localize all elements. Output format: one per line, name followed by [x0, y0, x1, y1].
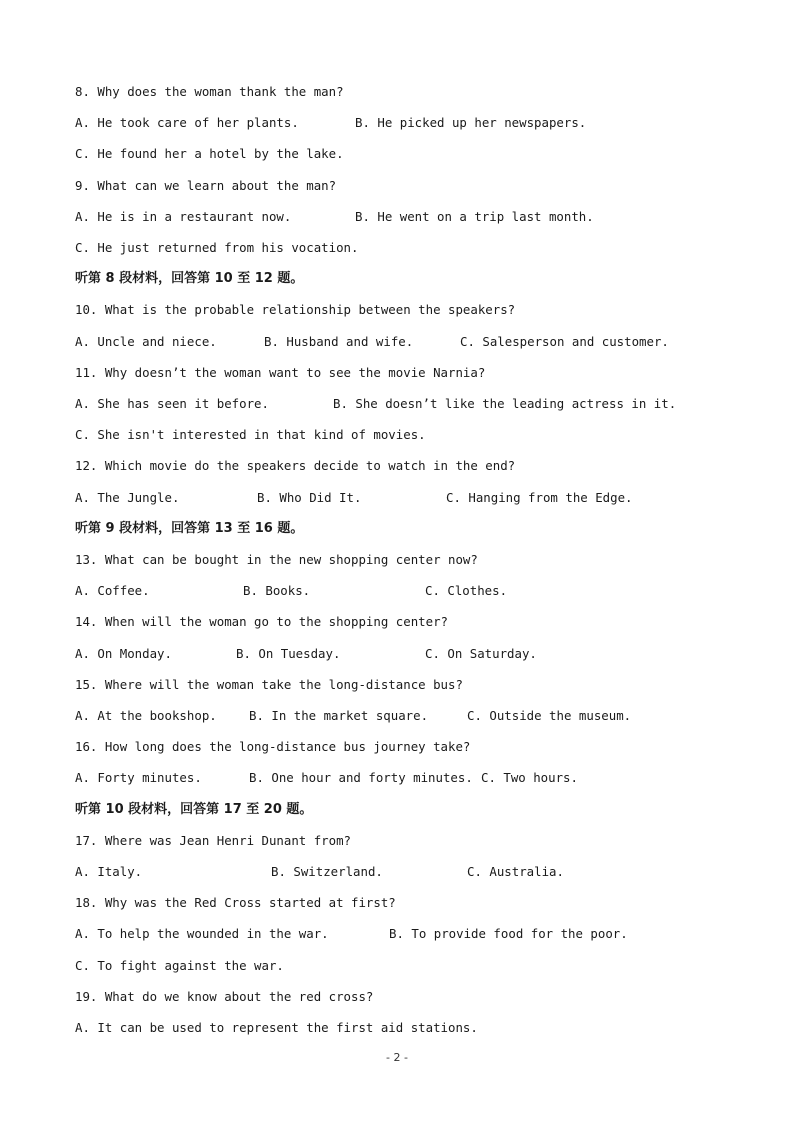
question-text: 9. What can we learn about the man?: [75, 178, 337, 193]
answer-option: C. To fight against the war.: [75, 958, 284, 973]
question-text: 14. When will the woman go to the shopping center?: [75, 614, 448, 629]
question-text: 15. Where will the woman take the long-distance bus?: [75, 677, 463, 692]
answer-option: C. Two hours.: [481, 770, 578, 785]
question-text: 10. What is the probable relationship between the speakers?: [75, 302, 516, 317]
answer-option: C. Salesperson and customer.: [460, 334, 669, 349]
answer-option: A. She has seen it before.: [75, 396, 269, 411]
answer-option: C. Outside the museum.: [467, 708, 632, 723]
answer-option: B. He picked up her newspapers.: [355, 115, 587, 130]
answer-option: B. To provide food for the poor.: [389, 926, 628, 941]
answer-option: A. It can be used to represent the first aid stations.: [75, 1020, 478, 1035]
answer-option: B. On Tuesday.: [236, 646, 341, 661]
section-heading: 听第 10 段材料，回答第 17 至 20 题。: [75, 802, 313, 817]
answer-option: B. Books.: [243, 583, 311, 598]
answer-option: A. At the bookshop.: [75, 708, 217, 723]
question-text: 19. What do we know about the red cross?: [75, 989, 374, 1004]
answer-option: A. Italy.: [75, 864, 143, 879]
answer-option: A. The Jungle.: [75, 490, 180, 505]
answer-option: A. To help the wounded in the war.: [75, 926, 329, 941]
answer-option: C. Hanging from the Edge.: [446, 490, 633, 505]
answer-option: C. Clothes.: [425, 583, 508, 598]
answer-option: B. In the market square.: [249, 708, 429, 723]
question-text: 16. How long does the long-distance bus journey take?: [75, 739, 471, 754]
question-text: 18. Why was the Red Cross started at first?: [75, 895, 396, 910]
section-heading: 听第 9 段材料，回答第 13 至 16 题。: [75, 521, 304, 536]
answer-option: C. He just returned from his vocation.: [75, 240, 359, 255]
question-text: 17. Where was Jean Henri Dunant from?: [75, 833, 352, 848]
answer-option: B. Switzerland.: [271, 864, 383, 879]
answer-option: C. She isn't interested in that kind of movies.: [75, 427, 426, 442]
answer-option: B. Who Did It.: [257, 490, 362, 505]
answer-option: B. Husband and wife.: [264, 334, 414, 349]
question-text: 8. Why does the woman thank the man?: [75, 84, 344, 99]
question-text: 11. Why doesn’t the woman want to see the movie Narnia?: [75, 365, 486, 380]
page-number: - 2 -: [386, 1051, 408, 1064]
answer-option: A. He took care of her plants.: [75, 115, 299, 130]
answer-option: A. Forty minutes.: [75, 770, 202, 785]
question-text: 12. Which movie do the speakers decide to watch in the end?: [75, 458, 516, 473]
answer-option: C. On Saturday.: [425, 646, 537, 661]
answer-option: C. Australia.: [467, 864, 564, 879]
answer-option: B. He went on a trip last month.: [355, 209, 594, 224]
section-heading: 听第 8 段材料，回答第 10 至 12 题。: [75, 271, 304, 286]
answer-option: B. She doesn’t like the leading actress in it.: [333, 396, 677, 411]
answer-option: A. Uncle and niece.: [75, 334, 217, 349]
question-text: 13. What can be bought in the new shopping center now?: [75, 552, 478, 567]
answer-option: C. He found her a hotel by the lake.: [75, 146, 344, 161]
answer-option: A. He is in a restaurant now.: [75, 209, 292, 224]
answer-option: B. One hour and forty minutes.: [249, 770, 473, 785]
answer-option: A. Coffee.: [75, 583, 150, 598]
answer-option: A. On Monday.: [75, 646, 172, 661]
